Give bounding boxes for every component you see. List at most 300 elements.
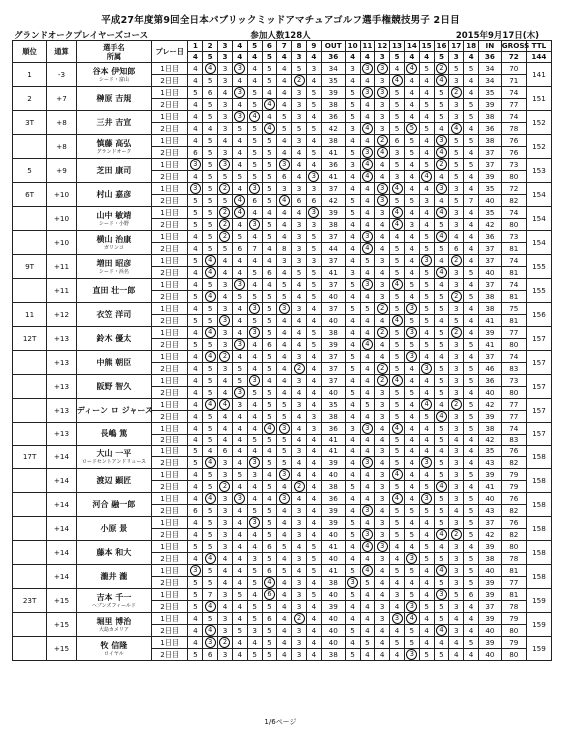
player-club: ロイヤル xyxy=(103,650,124,657)
score-cell: 4 xyxy=(360,375,375,387)
score-cell: 5 xyxy=(262,457,277,469)
birdie-circle: 4 xyxy=(451,123,462,134)
score-cell: 4 xyxy=(247,339,262,351)
score-cell: 5 xyxy=(345,195,360,207)
score-cell xyxy=(247,219,262,231)
score-cell: 4 xyxy=(390,625,405,637)
score-cell: 40 xyxy=(321,613,345,625)
par-cell: 5 xyxy=(203,52,218,63)
score-cell: 35 xyxy=(479,207,502,219)
score-cell: 6 xyxy=(306,195,321,207)
score-cell: 3 xyxy=(292,243,307,255)
to-par-cell: +14 xyxy=(47,541,77,565)
birdie-circle: 2 xyxy=(451,255,462,266)
score-cell: 5 xyxy=(203,613,218,625)
round-label: 1日目 xyxy=(152,351,188,363)
score-cell xyxy=(232,493,247,505)
score-cell: 5 xyxy=(232,625,247,637)
player-round-row xyxy=(13,469,552,481)
score-cell: 81 xyxy=(501,243,526,255)
score-cell: 34 xyxy=(479,63,502,75)
birdie-circle: 4 xyxy=(377,147,388,158)
score-cell: 4 xyxy=(345,243,360,255)
birdie-circle: 3 xyxy=(279,493,290,504)
score-cell: 5 xyxy=(404,637,419,649)
score-cell: 4 xyxy=(404,87,419,99)
player-name: 増田 昭彦 xyxy=(96,258,132,268)
score-cell xyxy=(218,231,233,243)
score-cell: 4 xyxy=(390,601,405,613)
score-cell: 6 xyxy=(277,171,292,183)
score-cell: 4 xyxy=(449,649,464,661)
score-cell: 38 xyxy=(321,327,345,339)
score-cell: 5 xyxy=(404,195,419,207)
score-cell: 5 xyxy=(188,541,203,553)
total-cell: 154 xyxy=(526,207,551,231)
score-cell: 5 xyxy=(247,613,262,625)
score-cell: 4 xyxy=(232,351,247,363)
score-cell: 4 xyxy=(449,231,464,243)
score-cell: 4 xyxy=(375,231,390,243)
score-cell: 3 xyxy=(292,446,307,457)
birdie-circle: 4 xyxy=(362,243,373,254)
score-cell: 3 xyxy=(306,423,321,435)
birdie-circle: 4 xyxy=(362,171,373,182)
to-par-cell: +15 xyxy=(47,589,77,613)
score-cell: 4 xyxy=(464,315,479,327)
score-cell: 5 xyxy=(434,339,449,351)
score-cell: 3 xyxy=(218,147,233,159)
round-label: 1日目 xyxy=(152,375,188,387)
score-cell: 5 xyxy=(419,63,434,75)
player-round-row xyxy=(13,423,552,435)
birdie-circle: 4 xyxy=(362,339,373,350)
score-cell: 3 xyxy=(345,423,360,435)
score-cell: 38 xyxy=(321,577,345,589)
score-cell: 5 xyxy=(434,505,449,517)
score-cell: 5 xyxy=(262,637,277,649)
score-cell: 5 xyxy=(345,147,360,159)
score-cell: 5 xyxy=(434,457,449,469)
birdie-circle: 4 xyxy=(362,541,373,552)
score-cell: 4 xyxy=(188,625,203,637)
score-cell: 5 xyxy=(247,99,262,111)
score-cell: 4 xyxy=(232,457,247,469)
to-par-cell: +13 xyxy=(47,375,77,399)
score-cell xyxy=(277,303,292,315)
score-cell: 8 xyxy=(277,243,292,255)
birdie-circle: 2 xyxy=(436,159,447,170)
score-cell: 5 xyxy=(232,375,247,387)
score-cell: 4 xyxy=(306,399,321,411)
score-cell: 5 xyxy=(306,553,321,565)
score-cell xyxy=(375,147,390,159)
score-cell: 4 xyxy=(404,183,419,195)
score-cell: 3 xyxy=(292,529,307,541)
birdie-circle: 2 xyxy=(451,291,462,302)
score-cell: 4 xyxy=(292,279,307,291)
score-cell: 4 xyxy=(419,207,434,219)
score-cell: 5 xyxy=(218,195,233,207)
round-label: 2日目 xyxy=(152,505,188,517)
score-cell: 4 xyxy=(218,375,233,387)
score-cell: 40 xyxy=(321,553,345,565)
player-name: 山中 敏靖 xyxy=(96,210,132,220)
player-cell xyxy=(76,541,151,565)
score-cell: 5 xyxy=(277,565,292,577)
score-cell: 4 xyxy=(404,255,419,267)
score-cell: 76 xyxy=(501,493,526,505)
score-cell: 77 xyxy=(501,411,526,423)
score-cell: 4 xyxy=(247,529,262,541)
score-cell xyxy=(375,363,390,375)
birdie-circle: 2 xyxy=(219,481,230,492)
score-cell: 5 xyxy=(203,423,218,435)
score-cell: 5 xyxy=(419,243,434,255)
total-cell: 152 xyxy=(526,111,551,135)
score-cell: 6 xyxy=(262,613,277,625)
score-cell: 5 xyxy=(247,577,262,589)
score-cell xyxy=(449,123,464,135)
player-name: 瀧井 瀧 xyxy=(100,571,128,581)
score-cell: 40 xyxy=(321,469,345,481)
score-cell: 4 xyxy=(375,637,390,649)
score-cell: 4 xyxy=(419,111,434,123)
par-cell: 4 xyxy=(360,52,375,63)
score-cell xyxy=(390,75,405,87)
score-cell: 4 xyxy=(247,207,262,219)
birdie-circle: 3 xyxy=(279,423,290,434)
score-cell: 3 xyxy=(292,505,307,517)
score-cell: 4 xyxy=(449,435,464,446)
score-cell xyxy=(360,541,375,553)
score-cell xyxy=(375,375,390,387)
score-cell: 5 xyxy=(434,649,449,661)
score-cell: 4 xyxy=(188,99,203,111)
score-cell: 4 xyxy=(375,565,390,577)
score-cell: 4 xyxy=(232,303,247,315)
score-cell: 5 xyxy=(345,649,360,661)
score-cell: 3 xyxy=(449,75,464,87)
score-cell xyxy=(404,351,419,363)
score-cell: 5 xyxy=(390,411,405,423)
score-cell: 4 xyxy=(262,87,277,99)
birdie-circle: 3 xyxy=(249,327,260,338)
score-cell xyxy=(345,577,360,589)
score-cell: 3 xyxy=(449,446,464,457)
score-cell: 4 xyxy=(218,411,233,423)
score-cell: 4 xyxy=(277,87,292,99)
birdie-circle: 4 xyxy=(392,207,403,218)
birdie-circle: 2 xyxy=(294,481,305,492)
score-cell: 5 xyxy=(203,565,218,577)
score-cell: 3 xyxy=(292,625,307,637)
score-cell xyxy=(390,469,405,481)
score-cell: 76 xyxy=(501,517,526,529)
score-cell xyxy=(218,219,233,231)
score-cell: 4 xyxy=(188,111,203,123)
birdie-circle: 4 xyxy=(205,63,216,74)
score-cell: 38 xyxy=(321,649,345,661)
score-cell: 5 xyxy=(262,303,277,315)
score-cell: 4 xyxy=(404,207,419,219)
score-cell: 5 xyxy=(390,339,405,351)
score-cell: 4 xyxy=(247,541,262,553)
score-cell: 38 xyxy=(479,553,502,565)
score-cell: 4 xyxy=(306,387,321,399)
score-cell: 5 xyxy=(464,637,479,649)
score-cell: 4 xyxy=(345,183,360,195)
birdie-circle: 3 xyxy=(190,183,201,194)
birdie-circle: 3 xyxy=(249,517,260,528)
header-hole: 8 xyxy=(292,41,307,52)
score-cell: 5 xyxy=(188,255,203,267)
score-cell: 4 xyxy=(375,577,390,589)
score-cell: 3 xyxy=(449,183,464,195)
score-cell: 82 xyxy=(501,195,526,207)
score-cell: 3 xyxy=(292,601,307,613)
score-cell: 5 xyxy=(345,99,360,111)
score-cell: 4 xyxy=(360,363,375,375)
birdie-circle: 2 xyxy=(451,87,462,98)
birdie-circle: 3 xyxy=(436,135,447,146)
to-par-cell: +14 xyxy=(47,446,77,469)
score-cell: 37 xyxy=(321,351,345,363)
score-cell xyxy=(375,63,390,75)
score-cell xyxy=(218,207,233,219)
score-cell: 3 xyxy=(375,493,390,505)
score-cell: 4 xyxy=(292,159,307,171)
score-cell: 5 xyxy=(188,589,203,601)
score-cell: 4 xyxy=(277,147,292,159)
score-cell: 4 xyxy=(247,279,262,291)
birdie-circle: 4 xyxy=(421,399,432,410)
score-cell: 6 xyxy=(188,505,203,517)
birdie-circle: 4 xyxy=(436,529,447,540)
score-cell: 4 xyxy=(292,171,307,183)
score-cell: 74 xyxy=(501,111,526,123)
score-cell: 5 xyxy=(188,457,203,469)
score-cell: 5 xyxy=(262,63,277,75)
score-cell: 4 xyxy=(188,423,203,435)
score-cell: 5 xyxy=(262,399,277,411)
player-round-row xyxy=(13,327,552,339)
score-cell: 5 xyxy=(464,493,479,505)
to-par-cell: +10 xyxy=(47,183,77,207)
score-cell: 4 xyxy=(419,435,434,446)
score-cell: 5 xyxy=(419,411,434,423)
score-cell: 78 xyxy=(501,553,526,565)
score-cell: 3 xyxy=(306,183,321,195)
player-round-row xyxy=(13,231,552,243)
score-cell: 3 xyxy=(390,147,405,159)
score-cell: 81 xyxy=(501,315,526,327)
player-club: シード・富山 xyxy=(98,76,129,83)
score-cell: 71 xyxy=(501,75,526,87)
birdie-circle: 3 xyxy=(362,87,373,98)
player-cell xyxy=(76,303,151,327)
score-cell: 7 xyxy=(464,195,479,207)
score-cell xyxy=(262,423,277,435)
score-cell: 3 xyxy=(292,399,307,411)
score-cell: 4 xyxy=(434,351,449,363)
score-cell: 5 xyxy=(262,481,277,493)
score-cell: 4 xyxy=(345,399,360,411)
score-cell: 3 xyxy=(306,219,321,231)
score-cell: 5 xyxy=(188,649,203,661)
rank-cell xyxy=(13,423,47,446)
score-cell: 5 xyxy=(262,159,277,171)
score-cell: 39 xyxy=(321,457,345,469)
score-cell: 3 xyxy=(375,613,390,625)
score-cell: 82 xyxy=(501,529,526,541)
score-cell: 79 xyxy=(501,469,526,481)
score-cell: 4 xyxy=(360,351,375,363)
score-cell: 5 xyxy=(419,291,434,303)
score-cell: 4 xyxy=(419,135,434,147)
score-cell: 4 xyxy=(464,243,479,255)
score-cell: 5 xyxy=(464,111,479,123)
score-cell: 5 xyxy=(434,99,449,111)
score-cell: 5 xyxy=(360,303,375,315)
score-cell: 4 xyxy=(464,435,479,446)
score-cell: 81 xyxy=(501,589,526,601)
score-cell: 4 xyxy=(404,159,419,171)
score-cell: 40 xyxy=(479,267,502,279)
score-cell: 5 xyxy=(262,351,277,363)
birdie-circle: 2 xyxy=(219,231,230,242)
score-cell: 4 xyxy=(419,183,434,195)
score-cell: 4 xyxy=(247,589,262,601)
score-cell: 5 xyxy=(345,625,360,637)
score-cell xyxy=(419,363,434,375)
player-cell xyxy=(76,327,151,351)
score-cell: 5 xyxy=(464,267,479,279)
score-cell: 5 xyxy=(247,601,262,613)
player-cell xyxy=(76,135,151,159)
score-cell: 5 xyxy=(306,99,321,111)
birdie-circle: 3 xyxy=(279,159,290,170)
score-cell: 5 xyxy=(247,505,262,517)
score-cell: 5 xyxy=(464,553,479,565)
player-round-row xyxy=(13,589,552,601)
score-cell: 5 xyxy=(277,411,292,423)
score-cell: 4 xyxy=(345,637,360,649)
score-cell: 34 xyxy=(479,75,502,87)
round-label: 1日目 xyxy=(152,303,188,315)
score-cell: 81 xyxy=(501,267,526,279)
score-cell: 5 xyxy=(434,493,449,505)
score-cell: 5 xyxy=(464,363,479,375)
score-cell: 4 xyxy=(360,469,375,481)
score-cell: 3 xyxy=(306,411,321,423)
total-cell: 158 xyxy=(526,565,551,589)
score-cell: 4 xyxy=(188,327,203,339)
score-cell xyxy=(390,423,405,435)
score-cell: 4 xyxy=(419,577,434,589)
birdie-circle: 2 xyxy=(377,303,388,314)
score-cell: 37 xyxy=(321,303,345,315)
score-cell: 4 xyxy=(232,75,247,87)
player-cell xyxy=(76,517,151,541)
round-label: 1日目 xyxy=(152,159,188,171)
score-cell: 3 xyxy=(449,375,464,387)
score-cell: 6 xyxy=(203,649,218,661)
score-cell: 5 xyxy=(404,529,419,541)
score-cell: 4 xyxy=(464,625,479,637)
score-cell: 70 xyxy=(501,63,526,75)
score-cell: 5 xyxy=(203,577,218,589)
birdie-circle: 3 xyxy=(234,493,245,504)
score-cell: 4 xyxy=(218,577,233,589)
score-cell: 5 xyxy=(419,315,434,327)
score-cell: 4 xyxy=(188,517,203,529)
score-table xyxy=(12,40,552,661)
score-cell: 4 xyxy=(434,315,449,327)
score-cell: 4 xyxy=(345,231,360,243)
player-name: 小原 景 xyxy=(100,523,128,533)
score-cell: 3 xyxy=(449,111,464,123)
score-cell: 36 xyxy=(479,231,502,243)
score-cell: 5 xyxy=(464,63,479,75)
score-cell: 5 xyxy=(203,99,218,111)
player-club: シード・浜名 xyxy=(98,268,129,275)
score-cell: 5 xyxy=(306,87,321,99)
score-cell: 3 xyxy=(218,123,233,135)
score-cell: 36 xyxy=(321,423,345,435)
score-cell: 4 xyxy=(404,243,419,255)
player-round-row xyxy=(13,279,552,291)
score-cell: 4 xyxy=(232,637,247,649)
score-cell: 5 xyxy=(306,327,321,339)
score-cell: 6 xyxy=(262,267,277,279)
player-name: 衣笠 洋司 xyxy=(96,309,132,319)
score-cell xyxy=(360,63,375,75)
score-cell: 5 xyxy=(390,637,405,649)
par-cell: 4 xyxy=(404,52,419,63)
total-cell: 157 xyxy=(526,327,551,351)
score-cell: 4 xyxy=(345,446,360,457)
score-cell: 4 xyxy=(345,505,360,517)
score-cell: 3 xyxy=(375,469,390,481)
score-cell: 4 xyxy=(218,387,233,399)
score-cell: 4 xyxy=(277,63,292,75)
score-cell: 77 xyxy=(501,327,526,339)
birdie-circle: 3 xyxy=(249,183,260,194)
birdie-circle: 3 xyxy=(234,339,245,350)
rank-cell: 11 xyxy=(13,303,47,327)
score-cell: 40 xyxy=(321,637,345,649)
score-cell: 4 xyxy=(464,279,479,291)
score-cell: 4 xyxy=(449,505,464,517)
birdie-circle: 4 xyxy=(205,399,216,410)
player-name: ディーン ロ ジャース xyxy=(76,405,154,415)
score-cell: 81 xyxy=(501,565,526,577)
score-cell: 4 xyxy=(404,291,419,303)
to-par-cell: +14 xyxy=(47,493,77,517)
score-cell: 76 xyxy=(501,147,526,159)
score-cell: 38 xyxy=(479,111,502,123)
score-cell: 3 xyxy=(449,411,464,423)
birdie-circle: 3 xyxy=(406,303,417,314)
score-cell: 4 xyxy=(292,315,307,327)
score-cell xyxy=(449,327,464,339)
score-cell: 5 xyxy=(247,147,262,159)
score-cell: 80 xyxy=(501,171,526,183)
round-label: 1日目 xyxy=(152,111,188,123)
score-cell xyxy=(360,339,375,351)
score-cell: 5 xyxy=(203,159,218,171)
